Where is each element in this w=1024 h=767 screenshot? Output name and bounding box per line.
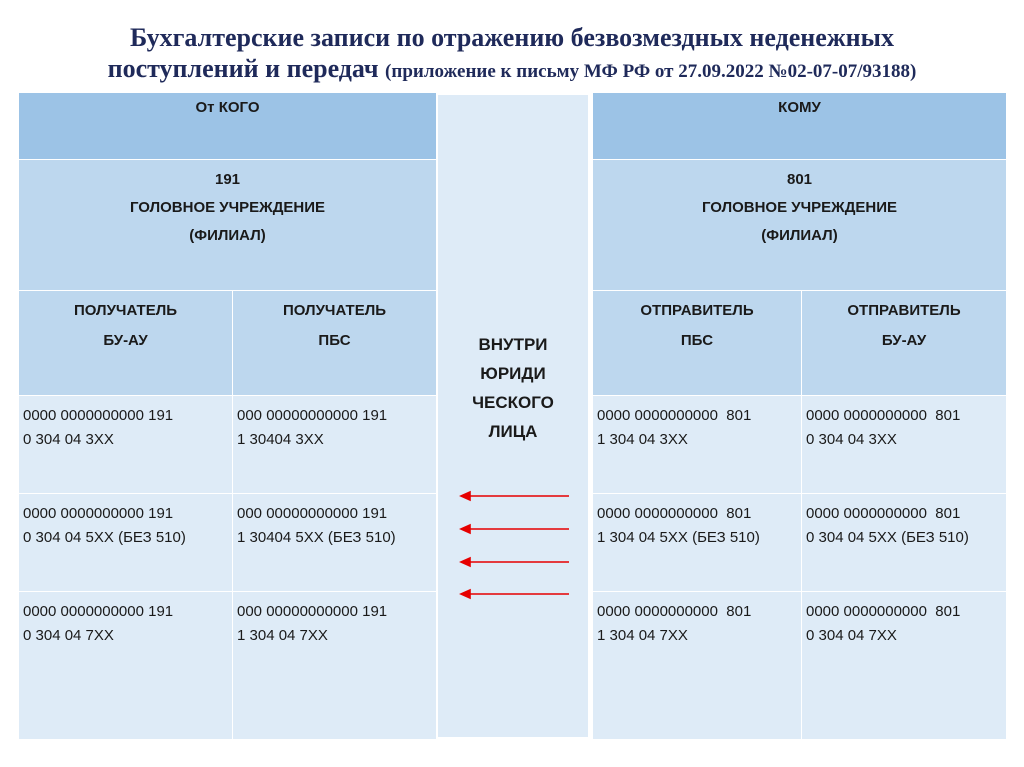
from-table [18, 92, 437, 740]
to-account-cell: 0000 0000000000 801 0 304 04 3ХХ [802, 396, 1007, 494]
to-account-cell: 0000 0000000000 801 0 304 04 5ХХ (БЕЗ 510) [802, 494, 1007, 592]
to-account-cell: 0000 0000000000 801 1 304 04 5ХХ (БЕЗ 510) [593, 494, 802, 592]
to-role-bu-au: ОТПРАВИТЕЛЬ БУ-АУ [802, 291, 1007, 396]
to-org-code: 801 [786, 171, 813, 188]
title-line-2 [0, 53, 1024, 87]
from-account-cell: 0000 0000000000 191 0 304 04 7ХХ [19, 592, 233, 740]
transfer-arrows [455, 485, 575, 605]
from-org-code: 191 [214, 171, 241, 188]
arrow-1-head-icon [461, 492, 470, 500]
middle-label: ВНУТРИ ЮРИДИ ЧЕСКОГО ЛИЦА [472, 335, 554, 441]
to-account-cell: 0000 0000000000 801 0 304 04 7ХХ [802, 592, 1007, 740]
title-line-1: Бухгалтерские записи по отражению безвозмездных неденежных [130, 23, 894, 52]
from-header: От КОГО [19, 93, 437, 160]
from-account-cell: 000 00000000000 191 1 30404 5ХХ (БЕЗ 510) [233, 494, 437, 592]
to-account-cell: 0000 0000000000 801 1 304 04 3ХХ [593, 396, 802, 494]
from-account-cell: 000 00000000000 191 1 304 04 7ХХ [233, 592, 437, 740]
to-header: КОМУ [593, 93, 1007, 160]
title-subtitle: (приложение к письму МФ РФ от 27.09.2022 №02-07-07/93188) [385, 61, 917, 82]
to-table [592, 92, 1007, 740]
to-org [593, 160, 1007, 291]
from-org-name: ГОЛОВНОЕ УЧРЕЖДЕНИЕ [129, 199, 326, 216]
from-org [19, 160, 437, 291]
to-account-cell: 0000 0000000000 801 1 304 04 7ХХ [593, 592, 802, 740]
page-title [0, 22, 1024, 87]
to-role-pbs: ОТПРАВИТЕЛЬ ПБС [593, 291, 802, 396]
from-account-cell: 0000 0000000000 191 0 304 04 3ХХ [19, 396, 233, 494]
arrow-4-head-icon [461, 590, 470, 598]
to-org-name: ГОЛОВНОЕ УЧРЕЖДЕНИЕ [701, 199, 898, 216]
from-role-bu-au: ПОЛУЧАТЕЛЬ БУ-АУ [19, 291, 233, 396]
from-account-cell: 0000 0000000000 191 0 304 04 5ХХ (БЕЗ 510) [19, 494, 233, 592]
to-org-branch: (ФИЛИАЛ) [761, 227, 838, 244]
arrow-3-head-icon [461, 558, 470, 566]
from-org-branch: (ФИЛИАЛ) [189, 227, 266, 244]
from-role-pbs: ПОЛУЧАТЕЛЬ ПБС [233, 291, 437, 396]
title-main: поступлений и передач [107, 54, 379, 83]
from-account-cell: 000 00000000000 191 1 30404 3ХХ [233, 396, 437, 494]
arrow-2-head-icon [461, 525, 470, 533]
